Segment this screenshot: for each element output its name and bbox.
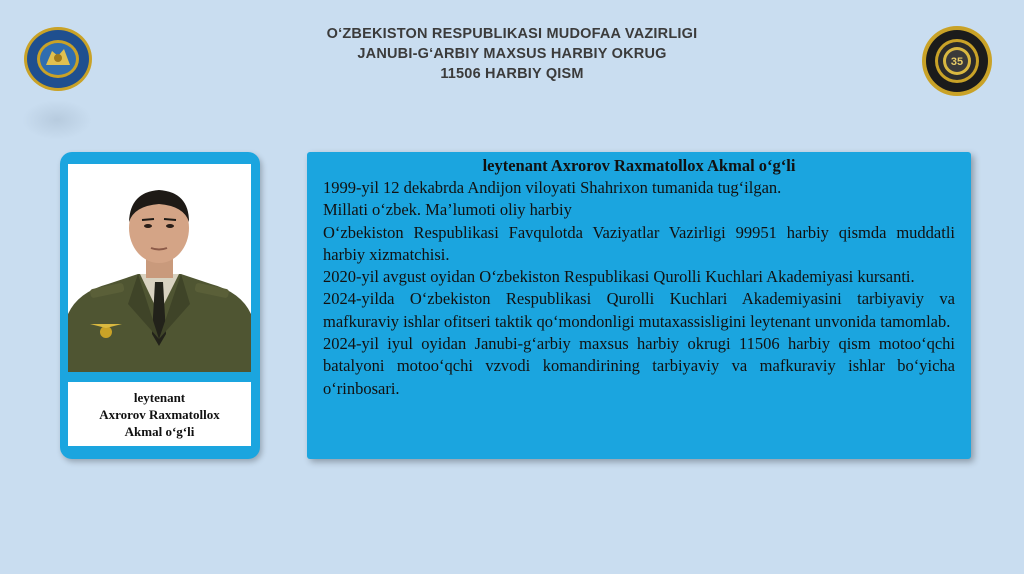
biography-paragraph: 2024-yil iyul oyidan Janubi-g‘arbiy maxsus harbiy okrugi 11506 harbiy qism motoo‘qchi batalyoni motoo‘qchi vzvodi komandirining tarbiyaviy va mafkuraviy ishlar bo‘yicha o‘rinbosari.: [323, 334, 955, 398]
caption-name-line1: Axrorov Raxmatollox: [99, 406, 220, 422]
caption-name-line2: Akmal o‘g‘li: [124, 423, 195, 439]
biography-paragraph: O‘zbekiston Respublikasi Favqulotda Vaziyatlar Vazirligi 99951 harbiy qismda muddatli harbiy xizmatchisi.: [323, 222, 955, 264]
header-line-ministry: O‘ZBEKISTON RESPUBLIKASI MUDOFAA VAZIRLIGI: [326, 26, 698, 42]
page-header: [0, 24, 1024, 84]
unit-emblem-icon: [921, 25, 993, 97]
caption-rank: leytenant: [133, 389, 186, 405]
profile-caption: [68, 382, 251, 446]
biography-paragraph: 2024-yilda O‘zbekiston Respublikasi Qurolli Kuchlari Akademiyasini tarbiyaviy va mafkuraviy ishlar ofitseri taktik qo‘mondonligi mutaxassisligini leytenant unvonida tamomlab.: [323, 289, 955, 331]
biography-paragraph: Millati o‘zbek. Ma’lumoti oliy harbiy: [323, 200, 572, 220]
biography-box: [307, 152, 971, 459]
header-line-unit: 11506 HARBIY QISM: [440, 66, 584, 82]
decorative-shadow: [22, 100, 92, 140]
biography-paragraph: 2020-yil avgust oyidan O‘zbekiston Respublikasi Qurolli Kuchlari Akademiyasi kursanti.: [323, 267, 915, 287]
biography-paragraph: 1999-yil 12 dekabrda Andijon viloyati Shahrixon tumanida tug‘ilgan.: [323, 178, 782, 197]
biography-title: leytenant Axrorov Raxmatollox Akmal o‘g‘li: [482, 156, 796, 175]
officer-portrait-icon: [68, 164, 251, 372]
unit-emblem-number: 35: [950, 56, 964, 68]
ministry-emblem-icon: [22, 25, 94, 93]
header-line-district: JANUBI-G‘ARBIY MAXSUS HARBIY OKRUG: [357, 46, 667, 62]
profile-card: [60, 152, 260, 459]
